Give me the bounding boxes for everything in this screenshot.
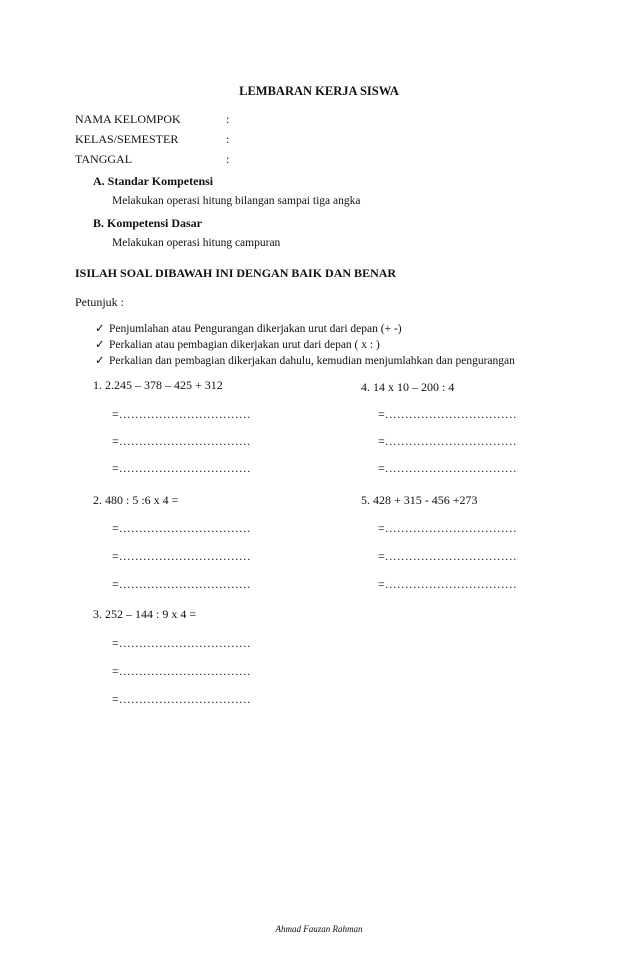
answer-line: =……………………………	[378, 521, 517, 535]
question-5: 5. 428 + 315 - 456 +273	[361, 493, 478, 507]
section-text-kompetensi-dasar: Melakukan operasi hitung campuran	[112, 237, 281, 249]
question-4: 4. 14 x 10 – 200 : 4	[361, 380, 455, 394]
answer-line: =……………………………	[378, 407, 517, 421]
field-colon: :	[226, 132, 230, 146]
field-colon: :	[226, 152, 230, 166]
field-label-kelas-semester: KELAS/SEMESTER	[75, 132, 179, 146]
instruction-heading: ISILAH SOAL DIBAWAH INI DENGAN BAIK DAN BENAR	[75, 266, 397, 280]
question-2: 2. 480 : 5 :6 x 4 =	[93, 493, 179, 507]
worksheet-title: LEMBARAN KERJA SISWA	[239, 84, 399, 98]
question-3: 3. 252 – 144 : 9 x 4 =	[93, 607, 197, 621]
answer-line: =……………………………	[112, 636, 251, 650]
answer-line: =……………………………	[112, 407, 251, 421]
checkmark-icon: ✓	[95, 339, 105, 351]
answer-line: =……………………………	[378, 577, 517, 591]
answer-line: =……………………………	[378, 434, 517, 448]
footer-author: Ahmad Fauzan Rahman	[275, 924, 363, 934]
petunjuk-item	[95, 353, 515, 367]
section-heading-kompetensi-dasar: B. Kompetensi Dasar	[93, 216, 202, 230]
answer-line: =……………………………	[112, 434, 251, 448]
field-label-nama-kelompok: NAMA KELOMPOK	[75, 112, 181, 126]
answer-line: =……………………………	[378, 461, 517, 475]
answer-line: =……………………………	[112, 664, 251, 678]
petunjuk-label: Petunjuk :	[75, 295, 125, 309]
petunjuk-item	[95, 321, 402, 335]
checkmark-icon: ✓	[95, 355, 105, 367]
answer-line: =……………………………	[112, 461, 251, 475]
section-text-standar-kompetensi: Melakukan operasi hitung bilangan sampai tiga angka	[112, 195, 361, 207]
answer-line: =……………………………	[112, 549, 251, 563]
question-1: 1. 2.245 – 378 – 425 + 312	[93, 378, 223, 392]
answer-line: =……………………………	[112, 577, 251, 591]
checkmark-icon: ✓	[95, 323, 105, 335]
answer-line: =……………………………	[112, 521, 251, 535]
petunjuk-item	[95, 337, 380, 351]
field-label-tanggal: TANGGAL	[75, 152, 133, 166]
field-colon: :	[226, 112, 230, 126]
petunjuk-item-text: Perkalian atau pembagian dikerjakan urut dari depan ( x : )	[109, 339, 380, 351]
answer-line: =……………………………	[378, 549, 517, 563]
section-heading-standar-kompetensi: A. Standar Kompetensi	[93, 174, 214, 188]
answer-line: =……………………………	[112, 692, 251, 706]
petunjuk-item-text: Perkalian dan pembagian dikerjakan dahulu, kemudian menjumlahkan dan pengurangan	[109, 355, 515, 367]
petunjuk-item-text: Penjumlahan atau Pengurangan dikerjakan urut dari depan (+ -)	[109, 323, 402, 335]
